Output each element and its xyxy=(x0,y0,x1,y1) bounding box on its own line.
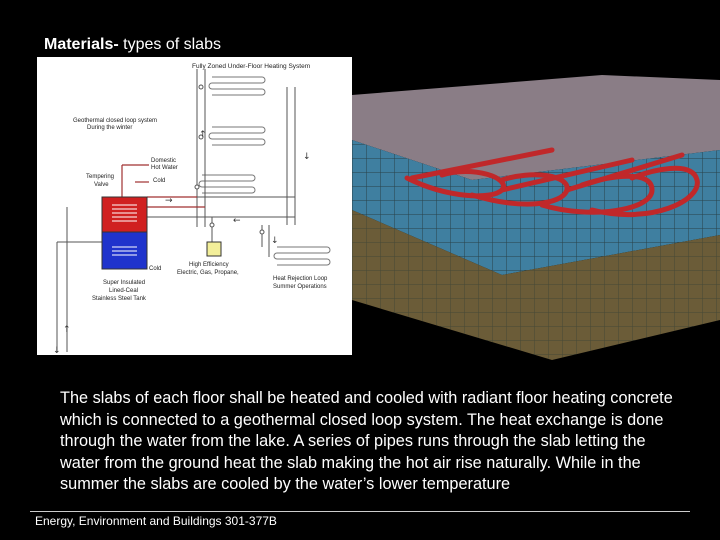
slide-body-text: The slabs of each floor shall be heated and cooled with radiant floor heating concrete which is connected to a geothermal closed loop system. The heat exchange is done through the water from the lake. A series of pipes runs through the slab letting the water from the ground heat the slab making the hot air rise naturally. While in the summer the slabs are cooled by the water’s lower temperature xyxy=(60,389,673,493)
domestic-label-1: Domestic xyxy=(151,158,177,164)
heating-system-diagram xyxy=(37,57,352,355)
diagram-drawing xyxy=(37,57,352,355)
boiler-label-2: Electric, Gas, Propane, xyxy=(177,270,239,276)
svg-text:↑: ↑ xyxy=(199,130,207,140)
svg-text:←: ← xyxy=(233,216,241,226)
boiler-label-1: High Efficiency xyxy=(189,262,229,268)
domestic-label-2: Hot Water xyxy=(151,165,178,171)
slab-drawing xyxy=(352,60,720,360)
cold-label-top: Cold xyxy=(153,178,166,184)
tank-label-1: Super Insulated xyxy=(103,280,146,286)
geo-label-1: Geothermal closed loop system xyxy=(73,118,158,124)
heat-label-1: Heat Rejection Loop xyxy=(273,276,328,282)
geo-label-2: During the winter xyxy=(87,125,133,131)
tank-label-2: Lined-Ceal xyxy=(109,288,139,294)
tank-label-3: Stainless Steel Tank xyxy=(92,296,146,302)
floor-coils xyxy=(199,77,330,265)
tempering-label-2: Valve xyxy=(94,182,109,188)
diagram-title: Fully Zoned Under-Floor Heating System xyxy=(192,63,311,70)
footer-divider xyxy=(30,511,690,512)
tempering-label-1: Tempering xyxy=(86,174,115,180)
svg-text:↓: ↓ xyxy=(53,346,61,355)
piping xyxy=(57,69,295,352)
svg-text:↑: ↑ xyxy=(63,325,71,335)
svg-text:→: → xyxy=(165,196,173,206)
radiant-slab-illustration xyxy=(352,60,720,360)
heat-label-2: Summer Operations xyxy=(273,284,327,290)
cold-label-bottom: Cold xyxy=(149,266,162,272)
svg-text:↓: ↓ xyxy=(303,152,311,162)
footer-text: Energy, Environment and Buildings 301-377B xyxy=(35,514,277,528)
slide-title: Materials- types of slabs xyxy=(44,36,221,53)
boiler xyxy=(207,242,221,256)
svg-text:↓: ↓ xyxy=(271,236,279,246)
